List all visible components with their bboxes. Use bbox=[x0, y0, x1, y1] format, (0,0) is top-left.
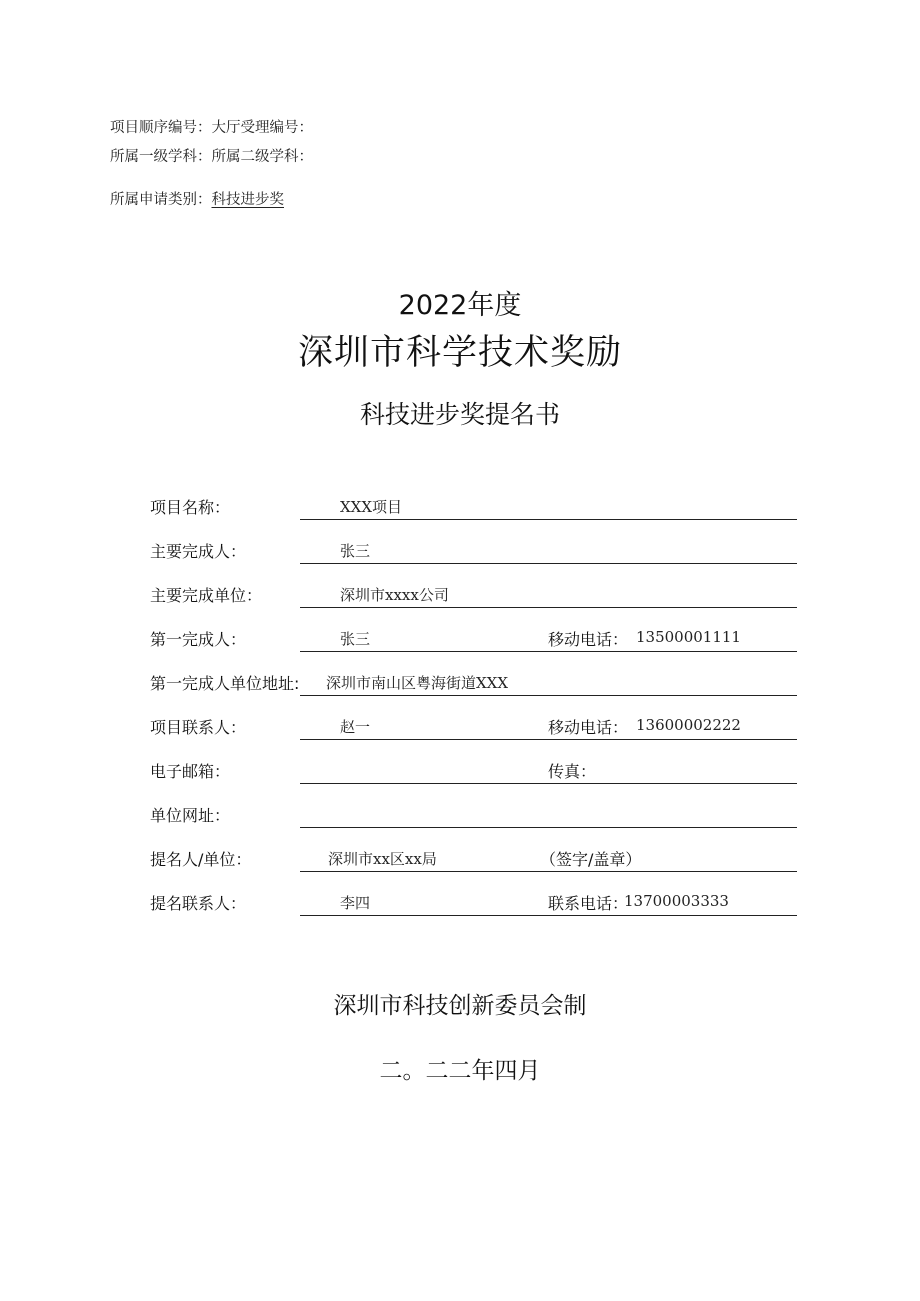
nominator-phone-label: 联系电话： bbox=[548, 894, 629, 913]
category-line bbox=[110, 190, 284, 210]
project-name-value: XXX项目 bbox=[340, 498, 403, 516]
sequence-number-label: 项目顺序编号：大厅受理编号： bbox=[110, 120, 313, 136]
nominator-label: 提名人/单位： bbox=[150, 850, 252, 869]
underline bbox=[300, 519, 797, 520]
underline bbox=[300, 871, 797, 872]
nominator-contact-value: 李四 bbox=[340, 894, 371, 912]
nominator-phone-value: 13700003333 bbox=[624, 892, 729, 910]
underline bbox=[300, 695, 797, 696]
underline bbox=[300, 739, 797, 740]
sign-label: （签字/盖章） bbox=[540, 850, 642, 869]
underline bbox=[300, 827, 797, 828]
row-nominator bbox=[0, 843, 920, 873]
first-person-phone-value: 13500001111 bbox=[636, 628, 741, 646]
nominator-contact-label: 提名联系人： bbox=[150, 894, 247, 913]
first-person-phone-label: 移动电话： bbox=[548, 630, 629, 649]
main-unit-label: 主要完成单位： bbox=[150, 586, 263, 605]
row-nominator-contact bbox=[0, 887, 920, 917]
row-main-person bbox=[0, 535, 920, 565]
email-label: 电子邮箱： bbox=[150, 762, 231, 781]
contact-label: 项目联系人： bbox=[150, 718, 247, 737]
underline bbox=[300, 607, 797, 608]
row-first-person bbox=[0, 623, 920, 653]
first-address-value: 深圳市南山区粤海街道XXX bbox=[326, 674, 509, 692]
contact-phone-value: 13600002222 bbox=[636, 716, 741, 734]
first-person-value: 张三 bbox=[340, 630, 371, 648]
row-email bbox=[0, 755, 920, 785]
title-sub: 科技进步奖提名书 bbox=[359, 400, 560, 429]
main-person-label: 主要完成人： bbox=[150, 542, 247, 561]
website-label: 单位网址： bbox=[150, 806, 231, 825]
underline bbox=[300, 783, 797, 784]
contact-value: 赵一 bbox=[340, 718, 371, 736]
row-main-unit bbox=[0, 579, 920, 609]
title-main: 深圳市科学技术奖励 bbox=[297, 333, 622, 373]
underline bbox=[300, 563, 797, 564]
underline bbox=[300, 915, 797, 916]
first-address-label: 第一完成人单位地址: bbox=[150, 674, 300, 693]
nominator-value: 深圳市xx区xx局 bbox=[328, 850, 437, 868]
row-project-name bbox=[0, 491, 920, 521]
underline bbox=[300, 651, 797, 652]
subject-label: 所属一级学科：所属二级学科： bbox=[110, 149, 313, 165]
title-year: 2022年度 bbox=[398, 290, 522, 321]
category-label: 所属申请类别： bbox=[110, 192, 212, 208]
contact-phone-label: 移动电话： bbox=[548, 718, 629, 737]
category-value: 科技进步奖 bbox=[211, 192, 284, 208]
issue-date: 二。二二年四月 bbox=[379, 1058, 541, 1084]
issuing-organization: 深圳市科技创新委员会制 bbox=[333, 993, 587, 1019]
project-name-label: 项目名称： bbox=[150, 498, 231, 517]
row-contact bbox=[0, 711, 920, 741]
fax-label: 传真： bbox=[548, 762, 597, 781]
main-unit-value: 深圳市xxxx公司 bbox=[340, 586, 449, 604]
first-person-label: 第一完成人： bbox=[150, 630, 247, 649]
row-website bbox=[0, 799, 920, 829]
row-first-address bbox=[0, 667, 920, 697]
main-person-value: 张三 bbox=[340, 542, 371, 560]
